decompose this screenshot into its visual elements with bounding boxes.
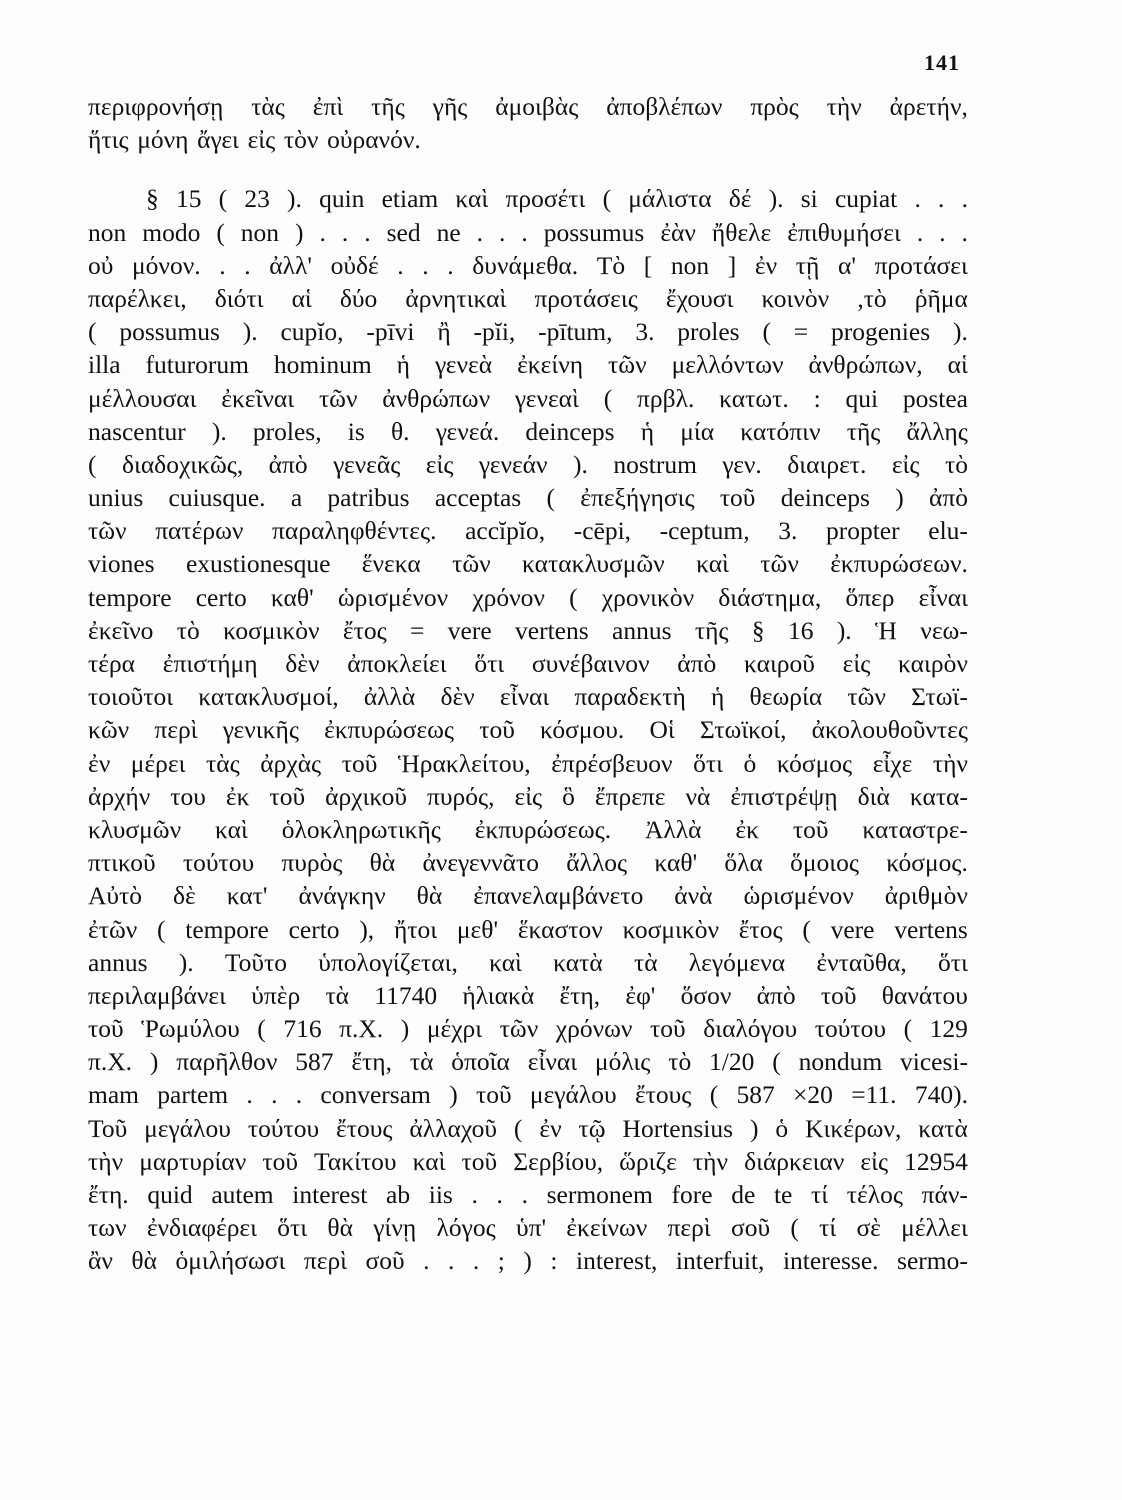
- text-line: τῶν πατέρων παραληφθέντες. accĭpĭo, -cēpi, -ceptum, 3. propter elu-: [88, 516, 968, 546]
- text-line: περιφρονήσῃ τὰς ἐπὶ τῆς γῆς ἀμοιβὰς ἀποβλέπων πρὸς τὴν ἀρετήν,: [88, 92, 968, 121]
- text-line: των ἐνδιαφέρει ὅτι θὰ γίνῃ λόγος ὑπ' ἐκείνων περὶ σοῦ ( τί σὲ μέλλει: [88, 1213, 968, 1243]
- text-line: Τοῦ μεγάλου τούτου ἔτους ἀλλαχοῦ ( ἐν τῷ Hortensius ) ὁ Κικέρων, κατὰ: [88, 1113, 968, 1143]
- text-block: [88, 90, 968, 1278]
- text-line: non modo ( non ) . . . sed ne . . . possumus ἐὰν ἤθελε ἐπιθυμήσει . . .: [88, 217, 968, 247]
- text-line: τοῦ Ῥωμύλου ( 716 π.Χ. ) μέχρι τῶν χρόνων τοῦ διαλόγου τούτου ( 129: [88, 1014, 968, 1044]
- text-line: κλυσμῶν καὶ ὁλοκληρωτικῆς ἐκπυρώσεως. Ἀλλὰ ἐκ τοῦ καταστρε-: [88, 814, 968, 844]
- page-number: 141: [924, 50, 960, 75]
- text-line: ἂν θὰ ὁμιλήσωσι περὶ σοῦ . . . ; ) : interest, interfuit, interesse. sermo-: [88, 1246, 968, 1276]
- text-line: παρέλκει, διότι αἱ δύο ἀρνητικαὶ προτάσεις ἔχουσι κοινὸν ,τὸ ῥῆμα: [88, 283, 968, 313]
- text-line: ( possumus ). cupĭo, -pīvi ἢ -pĭi, -pītum, 3. proles ( = progenies ).: [88, 317, 968, 347]
- text-line: οὐ μόνον. . . ἀλλ' οὐδέ . . . δυνάμεθα. Τὸ [ non ] ἐν τῇ α' προτάσει: [88, 250, 968, 280]
- text-line: mam partem . . . conversam ) τοῦ μεγάλου ἔτους ( 587 ×20 =11. 740).: [88, 1080, 968, 1110]
- paragraph-gap: [88, 156, 968, 182]
- text-line: illa futurorum hominum ἡ γενεὰ ἐκείνη τῶν μελλόντων ἀνθρώπων, αἱ: [88, 350, 968, 380]
- text-line: annus ). Τοῦτο ὑπολογίζεται, καὶ κατὰ τὰ λεγόμενα ἐνταῦθα, ὅτι: [88, 947, 968, 977]
- text-line: nascentur ). proles, is θ. γενεά. deinceps ἡ μία κατόπιν τῆς ἄλλης: [88, 416, 968, 446]
- text-line: τοιοῦτοι κατακλυσμοί, ἀλλὰ δὲν εἶναι παραδεκτὴ ἡ θεωρία τῶν Στωϊ-: [88, 682, 968, 712]
- text-line: viones exustionesque ἕνεκα τῶν κατακλυσμῶν καὶ τῶν ἐκπυρώσεων.: [88, 549, 968, 579]
- text-line: ἥτις μόνη ἄγει εἰς τὸν οὐρανόν.: [88, 125, 421, 155]
- text-line: tempore certo καθ' ὡρισμένον χρόνον ( χρονικὸν διάστημα, ὅπερ εἶναι: [88, 582, 968, 612]
- text-line: τέρα ἐπιστήμη δὲν ἀποκλείει ὅτι συνέβαινον ἀπὸ καιροῦ εἰς καιρὸν: [88, 649, 968, 678]
- text-line: περιλαμβάνει ὑπὲρ τὰ 11740 ἡλιακὰ ἔτη, ἐφ' ὅσον ἀπὸ τοῦ θανάτου: [88, 980, 968, 1010]
- text-line: ἐκεῖνο τὸ κοσμικὸν ἔτος = vere vertens annus τῆς § 16 ). Ἡ νεω-: [88, 615, 968, 645]
- text-line: π.Χ. ) παρῆλθον 587 ἔτη, τὰ ὁποῖα εἶναι μόλις τὸ 1/20 ( nondum vicesi-: [88, 1047, 968, 1077]
- text-line: ἔτη. quid autem interest ab iis . . . sermonem fore de te τί τέλος πάν-: [88, 1180, 968, 1209]
- text-line: unius cuiusque. a patribus acceptas ( ἐπεξήγησις τοῦ deinceps ) ἀπὸ: [88, 483, 968, 513]
- text-line: πτικοῦ τούτου πυρὸς θὰ ἀνεγεννᾶτο ἄλλος καθ' ὅλα ὅμοιος κόσμος.: [88, 848, 968, 878]
- text-line: ἐν μέρει τὰς ἀρχὰς τοῦ Ἡρακλείτου, ἐπρέσβευον ὅτι ὁ κόσμος εἶχε τὴν: [88, 748, 968, 778]
- intro-paragraph: [88, 90, 968, 156]
- text-line: ἀρχήν του ἐκ τοῦ ἀρχικοῦ πυρός, εἰς ὃ ἔπρεπε νὰ ἐπιστρέψῃ διὰ κατα-: [88, 781, 968, 811]
- text-line: Αὐτὸ δὲ κατ' ἀνάγκην θὰ ἐπανελαμβάνετο ἀνὰ ὡρισμένον ἀριθμὸν: [88, 881, 968, 911]
- text-line: κῶν περὶ γενικῆς ἐκπυρώσεως τοῦ κόσμου. Οἱ Στωϊκοί, ἀκολουθοῦντες: [88, 715, 968, 745]
- text-line: τὴν μαρτυρίαν τοῦ Τακίτου καὶ τοῦ Σερβίου, ὥριζε τὴν διάρκειαν εἰς 12954: [88, 1146, 968, 1176]
- text-line: μέλλουσαι ἐκεῖναι τῶν ἀνθρώπων γενεαὶ ( πρβλ. κατωτ. : qui postea: [88, 383, 968, 413]
- text-line: ἐτῶν ( tempore certo ), ἤτοι μεθ' ἕκαστον κοσμικὸν ἔτος ( vere vertens: [88, 914, 968, 944]
- text-line: § 15 ( 23 ). quin etiam καὶ προσέτι ( μάλιστα δέ ). si cupiat . . .: [146, 184, 968, 214]
- commentary-paragraph: [88, 182, 968, 1277]
- text-line: ( διαδοχικῶς, ἀπὸ γενεᾶς εἰς γενεάν ). nostrum γεν. διαιρετ. εἰς τὸ: [88, 449, 968, 479]
